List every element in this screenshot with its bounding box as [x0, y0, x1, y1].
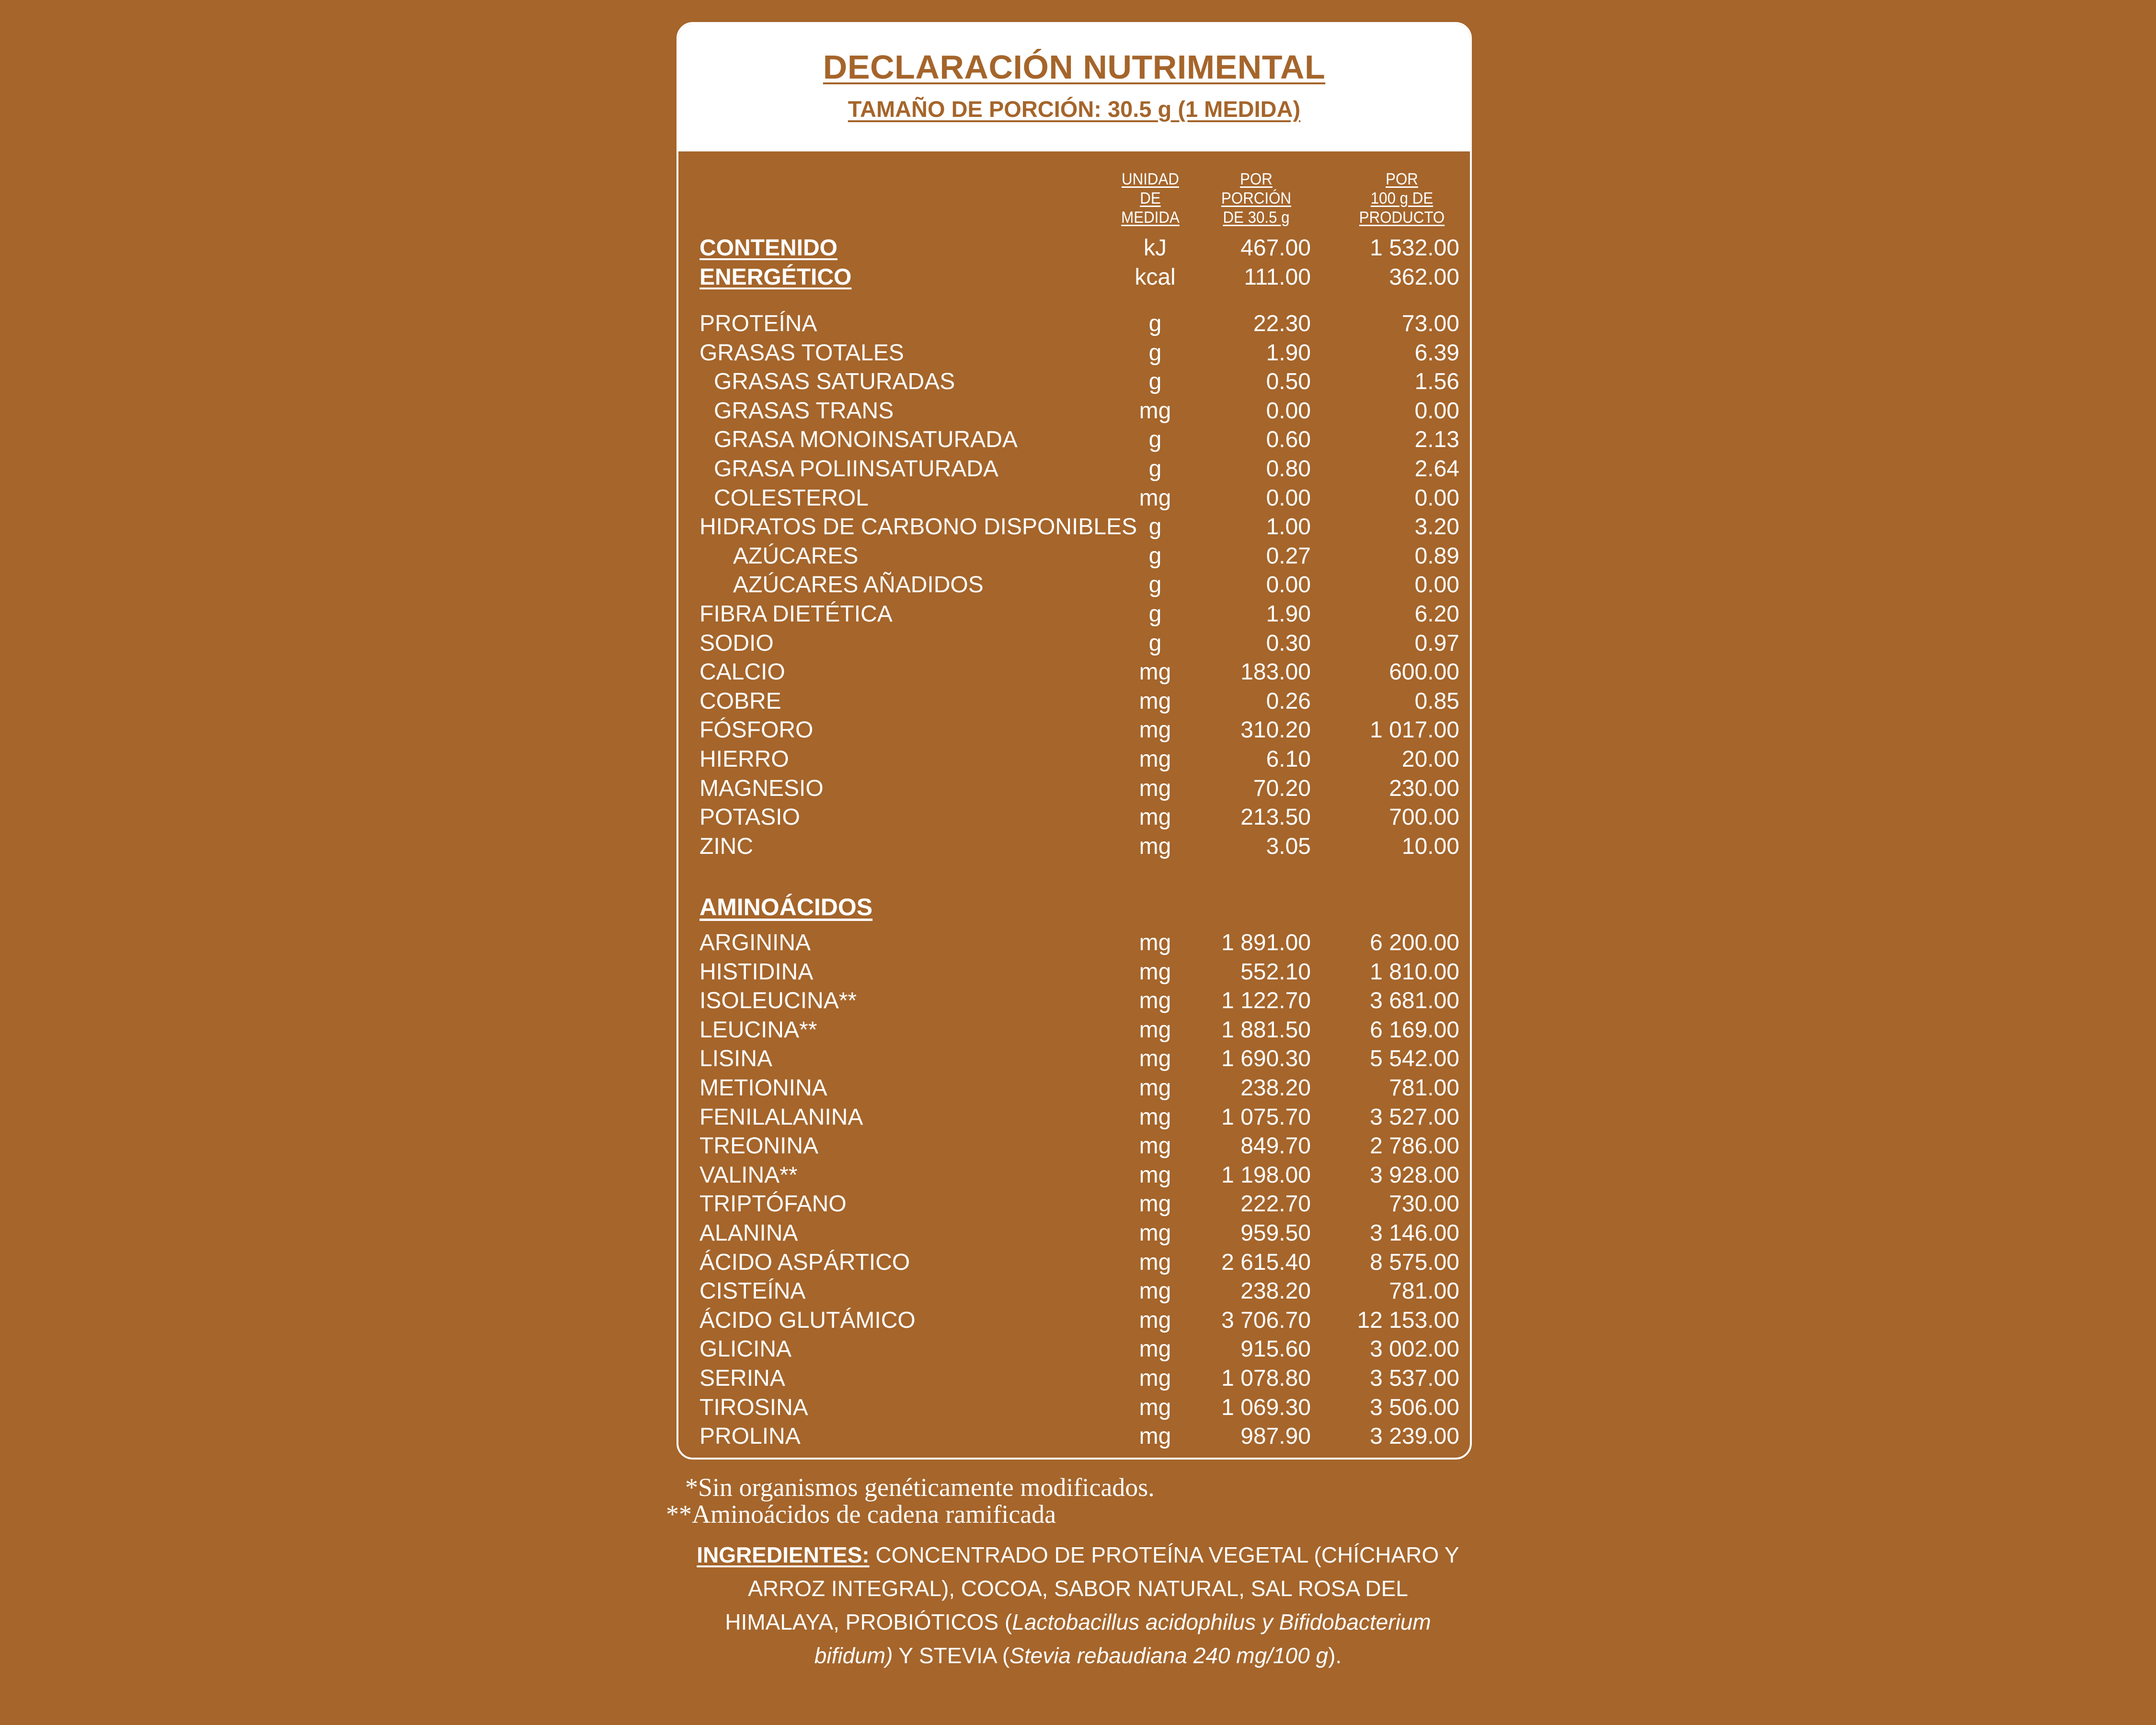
column-header-per-100g — [1349, 170, 1455, 227]
cell-portion: 22.30 — [1253, 311, 1311, 336]
table-row — [678, 263, 1470, 292]
table-row — [678, 484, 1470, 513]
cell-portion: 111.00 — [1244, 264, 1311, 290]
cell-portion: 987.90 — [1240, 1424, 1311, 1449]
cell-unit: mg — [1139, 485, 1171, 511]
ingredients-text: ). — [1328, 1643, 1342, 1668]
cell-portion: 1.90 — [1266, 601, 1311, 627]
cell-portion: 467.00 — [1240, 235, 1311, 261]
cell-unit: mg — [1139, 1249, 1171, 1275]
cell-per100: 1 017.00 — [1370, 717, 1459, 743]
table-row — [678, 1219, 1470, 1248]
cell-unit: g — [1148, 572, 1162, 598]
cell-per100: 2.64 — [1414, 456, 1459, 482]
column-header-line: DE — [1140, 189, 1161, 207]
footnotes — [666, 1473, 1155, 1529]
table-row — [678, 600, 1470, 629]
cell-name: FÓSFORO — [700, 717, 814, 743]
cell-per100: 362.00 — [1389, 264, 1459, 290]
cell-unit: mg — [1139, 1424, 1171, 1449]
cell-per100: 781.00 — [1389, 1278, 1459, 1304]
cell-per100: 0.85 — [1414, 688, 1459, 714]
cell-name: SERINA — [700, 1366, 785, 1391]
cell-name: GLICINA — [700, 1336, 792, 1362]
cell-unit: mg — [1139, 1220, 1171, 1246]
cell-unit: kcal — [1135, 264, 1176, 290]
cell-unit: mg — [1139, 1366, 1171, 1391]
cell-portion: 3.05 — [1266, 833, 1311, 859]
cell-per100: 0.97 — [1414, 630, 1459, 656]
cell-name: PROTEÍNA — [700, 311, 817, 336]
cell-portion: 959.50 — [1240, 1220, 1311, 1246]
table-row — [678, 339, 1470, 368]
cell-per100: 230.00 — [1389, 775, 1459, 801]
cell-per100: 1 532.00 — [1370, 235, 1459, 261]
cell-portion: 1.90 — [1266, 340, 1311, 366]
cell-name: GRASAS TRANS — [714, 398, 894, 424]
cell-name: ALANINA — [700, 1220, 798, 1246]
cell-per100: 20.00 — [1401, 747, 1459, 772]
cell-name: HISTIDINA — [700, 959, 814, 985]
cell-per100: 3 681.00 — [1370, 988, 1459, 1014]
cell-name: GRASA POLIINSATURADA — [714, 456, 998, 482]
cell-portion: 3 706.70 — [1221, 1307, 1311, 1333]
cell-name: CISTEÍNA — [700, 1278, 806, 1304]
cell-unit: mg — [1139, 1133, 1171, 1159]
cell-per100: 6 200.00 — [1370, 930, 1459, 955]
table-row — [678, 1248, 1470, 1277]
cell-name: ZINC — [700, 833, 753, 859]
cell-unit: mg — [1139, 717, 1171, 743]
cell-per100: 0.00 — [1414, 572, 1459, 598]
cell-per100: 3 537.00 — [1370, 1366, 1459, 1391]
cell-unit: mg — [1139, 1104, 1171, 1130]
table-row — [678, 1335, 1470, 1364]
cell-unit: mg — [1139, 1191, 1171, 1217]
label-title: DECLARACIÓN NUTRIMENTAL — [823, 48, 1326, 86]
table-row — [678, 629, 1470, 658]
ingredients-label: INGREDIENTES: — [697, 1542, 870, 1567]
cell-portion: 0.60 — [1266, 427, 1311, 453]
table-row — [678, 987, 1470, 1015]
table-row — [678, 1422, 1470, 1451]
cell-name: CALCIO — [700, 659, 785, 685]
cell-per100: 781.00 — [1389, 1075, 1459, 1101]
cell-name: FIBRA DIETÉTICA — [700, 601, 893, 627]
table-row — [678, 426, 1470, 454]
nutrition-label — [677, 22, 1472, 1460]
cell-unit: g — [1148, 601, 1162, 627]
cell-unit: g — [1148, 311, 1162, 336]
table-row — [678, 1306, 1470, 1335]
column-header-line: UNIDAD — [1122, 170, 1179, 188]
table-row — [678, 310, 1470, 338]
cell-portion: 222.70 — [1240, 1191, 1311, 1217]
cell-portion: 1 690.30 — [1221, 1046, 1311, 1072]
cell-unit: mg — [1139, 1278, 1171, 1304]
table-row — [678, 658, 1470, 687]
cell-name: TRIPTÓFANO — [700, 1191, 847, 1217]
table-row — [678, 1161, 1470, 1190]
cell-per100: 0.89 — [1414, 543, 1459, 569]
cell-portion: 552.10 — [1240, 959, 1311, 985]
cell-portion: 849.70 — [1240, 1133, 1311, 1159]
table-row — [678, 1074, 1470, 1103]
cell-name: TREONINA — [700, 1133, 819, 1159]
cell-per100: 0.00 — [1414, 398, 1459, 424]
table-row — [678, 397, 1470, 426]
label-header — [678, 24, 1470, 151]
column-header-line: PRODUCTO — [1359, 208, 1445, 227]
cell-unit: g — [1148, 543, 1162, 569]
table-row — [678, 368, 1470, 396]
cell-name: HIERRO — [700, 747, 789, 772]
cell-unit: mg — [1139, 1075, 1171, 1101]
cell-portion: 0.50 — [1266, 369, 1311, 395]
cell-per100: 3 527.00 — [1370, 1104, 1459, 1130]
cell-portion: 0.80 — [1266, 456, 1311, 482]
cell-unit: mg — [1139, 988, 1171, 1014]
cell-unit: mg — [1139, 747, 1171, 772]
cell-portion: 1.00 — [1266, 514, 1311, 540]
ingredients-text: Stevia rebaudiana 240 mg/100 g — [1009, 1643, 1329, 1668]
cell-portion: 2 615.40 — [1221, 1249, 1311, 1275]
cell-per100: 6.39 — [1414, 340, 1459, 366]
cell-unit: mg — [1139, 659, 1171, 685]
cell-per100: 73.00 — [1401, 311, 1459, 336]
table-row — [678, 1190, 1470, 1219]
cell-unit: mg — [1139, 1394, 1171, 1420]
cell-portion: 1 891.00 — [1221, 930, 1311, 955]
cell-portion: 0.27 — [1266, 543, 1311, 569]
cell-portion: 0.00 — [1266, 572, 1311, 598]
cell-portion: 1 075.70 — [1221, 1104, 1311, 1130]
cell-unit: mg — [1139, 930, 1171, 955]
cell-name: LISINA — [700, 1046, 773, 1072]
table-row — [678, 1277, 1470, 1306]
cell-portion: 6.10 — [1266, 747, 1311, 772]
cell-portion: 238.20 — [1240, 1075, 1311, 1101]
cell-portion: 915.60 — [1240, 1336, 1311, 1362]
cell-per100: 730.00 — [1389, 1191, 1459, 1217]
cell-per100: 600.00 — [1389, 659, 1459, 685]
serving-size: TAMAÑO DE PORCIÓN: 30.5 g (1 MEDIDA) — [848, 96, 1301, 122]
cell-portion: 183.00 — [1240, 659, 1311, 685]
cell-unit: mg — [1139, 1336, 1171, 1362]
cell-name: LEUCINA** — [700, 1017, 817, 1043]
column-header-line: POR — [1386, 170, 1418, 188]
cell-unit: mg — [1139, 805, 1171, 830]
cell-unit: g — [1148, 427, 1162, 453]
table-row — [678, 832, 1470, 861]
cell-unit: g — [1148, 369, 1162, 395]
cell-unit: mg — [1139, 959, 1171, 985]
cell-name: COLESTEROL — [714, 485, 869, 511]
cell-name: ENERGÉTICO — [700, 264, 852, 290]
cell-unit: mg — [1139, 1162, 1171, 1188]
cell-per100: 8 575.00 — [1370, 1249, 1459, 1275]
cell-per100: 6.20 — [1414, 601, 1459, 627]
ingredients-text: Lactobacillus acidophilus y Bifidobacterium bifidum) — [814, 1610, 1431, 1668]
footnote-bcaa: **Aminoácidos de cadena ramificada — [666, 1500, 1056, 1529]
table-row — [678, 745, 1470, 774]
cell-unit: mg — [1139, 398, 1171, 424]
cell-per100: 10.00 — [1401, 833, 1459, 859]
cell-portion: 0.30 — [1266, 630, 1311, 656]
ingredients-text: Y STEVIA ( — [893, 1643, 1010, 1668]
column-header-unit — [1113, 170, 1188, 227]
cell-name: ISOLEUCINA** — [700, 988, 857, 1014]
cell-per100: 3 146.00 — [1370, 1220, 1459, 1246]
table-row — [678, 513, 1470, 541]
cell-portion: 1 122.70 — [1221, 988, 1311, 1014]
column-header-line: 100 g DE — [1370, 189, 1434, 207]
table-row — [678, 1016, 1470, 1045]
cell-portion: 70.20 — [1253, 775, 1311, 801]
cell-unit: g — [1148, 514, 1162, 540]
cell-unit: mg — [1139, 1046, 1171, 1072]
cell-name: MAGNESIO — [700, 775, 824, 801]
cell-portion: 1 198.00 — [1221, 1162, 1311, 1188]
cell-portion: 0.26 — [1266, 688, 1311, 714]
cell-unit: g — [1148, 340, 1162, 366]
table-row — [678, 716, 1470, 745]
table-row — [678, 1393, 1470, 1422]
cell-name: GRASAS SATURADAS — [714, 369, 955, 395]
cell-name: ÁCIDO ASPÁRTICO — [700, 1249, 910, 1275]
aminoacids-title: AMINOÁCIDOS — [700, 894, 873, 920]
table-row — [678, 1364, 1470, 1393]
cell-name: TIROSINA — [700, 1394, 808, 1420]
cell-unit: g — [1148, 630, 1162, 656]
cell-per100: 3 506.00 — [1370, 1394, 1459, 1420]
cell-portion: 1 881.50 — [1221, 1017, 1311, 1043]
cell-portion: 213.50 — [1240, 805, 1311, 830]
cell-name: AZÚCARES AÑADIDOS — [733, 572, 984, 598]
table-row — [678, 1103, 1470, 1132]
table-row — [678, 571, 1470, 599]
cell-unit: mg — [1139, 688, 1171, 714]
table-row — [678, 929, 1470, 957]
cell-unit: mg — [1139, 775, 1171, 801]
cell-unit: g — [1148, 456, 1162, 482]
cell-portion: 1 069.30 — [1221, 1394, 1311, 1420]
cell-per100: 1.56 — [1414, 369, 1459, 395]
cell-name: ÁCIDO GLUTÁMICO — [700, 1307, 916, 1333]
table-row — [678, 774, 1470, 803]
cell-per100: 700.00 — [1389, 805, 1459, 830]
cell-portion: 310.20 — [1240, 717, 1311, 743]
cell-per100: 3 002.00 — [1370, 1336, 1459, 1362]
cell-per100: 12 153.00 — [1357, 1307, 1459, 1333]
footnote-gmo: *Sin organismos genéticamente modificados. — [685, 1473, 1155, 1502]
column-header-line: MEDIDA — [1121, 208, 1180, 227]
cell-per100: 3 928.00 — [1370, 1162, 1459, 1188]
cell-per100: 6 169.00 — [1370, 1017, 1459, 1043]
cell-per100: 5 542.00 — [1370, 1046, 1459, 1072]
cell-name: VALINA** — [700, 1162, 798, 1188]
cell-name: HIDRATOS DE CARBONO DISPONIBLES — [700, 514, 1137, 540]
cell-name: FENILALANINA — [700, 1104, 863, 1130]
table-row — [678, 687, 1470, 716]
cell-unit: mg — [1139, 1307, 1171, 1333]
cell-name: GRASAS TOTALES — [700, 340, 904, 366]
table-row — [678, 958, 1470, 987]
cell-name: AZÚCARES — [733, 543, 859, 569]
cell-unit: mg — [1139, 833, 1171, 859]
ingredients — [695, 1538, 1461, 1672]
cell-name: SODIO — [700, 630, 774, 656]
column-header-line: DE 30.5 g — [1223, 208, 1290, 227]
column-header-line: POR — [1240, 170, 1273, 188]
cell-portion: 0.00 — [1266, 485, 1311, 511]
cell-name: COBRE — [700, 688, 781, 714]
cell-portion: 1 078.80 — [1221, 1366, 1311, 1391]
cell-name: PROLINA — [700, 1424, 801, 1449]
table-row — [678, 455, 1470, 483]
cell-per100: 0.00 — [1414, 485, 1459, 511]
table-row — [678, 542, 1470, 571]
table-row — [678, 1132, 1470, 1161]
cell-name: METIONINA — [700, 1075, 827, 1101]
table-row — [678, 803, 1470, 832]
cell-portion: 0.00 — [1266, 398, 1311, 424]
cell-per100: 3 239.00 — [1370, 1424, 1459, 1449]
cell-name: ARGININA — [700, 930, 811, 955]
cell-unit: kJ — [1144, 235, 1167, 261]
cell-portion: 238.20 — [1240, 1278, 1311, 1304]
ingredients-text: CONCENTRADO DE PROTEÍNA VEGETAL (CHÍCHARO Y ARROZ INTEGRAL), COCOA, SABOR NATURAL, SAL ROSA DEL HIMALAYA, PROBIÓTICOS ( — [725, 1542, 1459, 1634]
table-row — [678, 1045, 1470, 1073]
column-header-portion — [1212, 170, 1300, 227]
cell-per100: 3.20 — [1414, 514, 1459, 540]
table-row — [678, 234, 1470, 263]
column-header-line: PORCIÓN — [1221, 189, 1291, 207]
cell-per100: 2.13 — [1414, 427, 1459, 453]
cell-name: CONTENIDO — [700, 235, 837, 261]
cell-per100: 1 810.00 — [1370, 959, 1459, 985]
cell-name: POTASIO — [700, 805, 800, 830]
cell-name: GRASA MONOINSATURADA — [714, 427, 1018, 453]
cell-per100: 2 786.00 — [1370, 1133, 1459, 1159]
cell-unit: mg — [1139, 1017, 1171, 1043]
